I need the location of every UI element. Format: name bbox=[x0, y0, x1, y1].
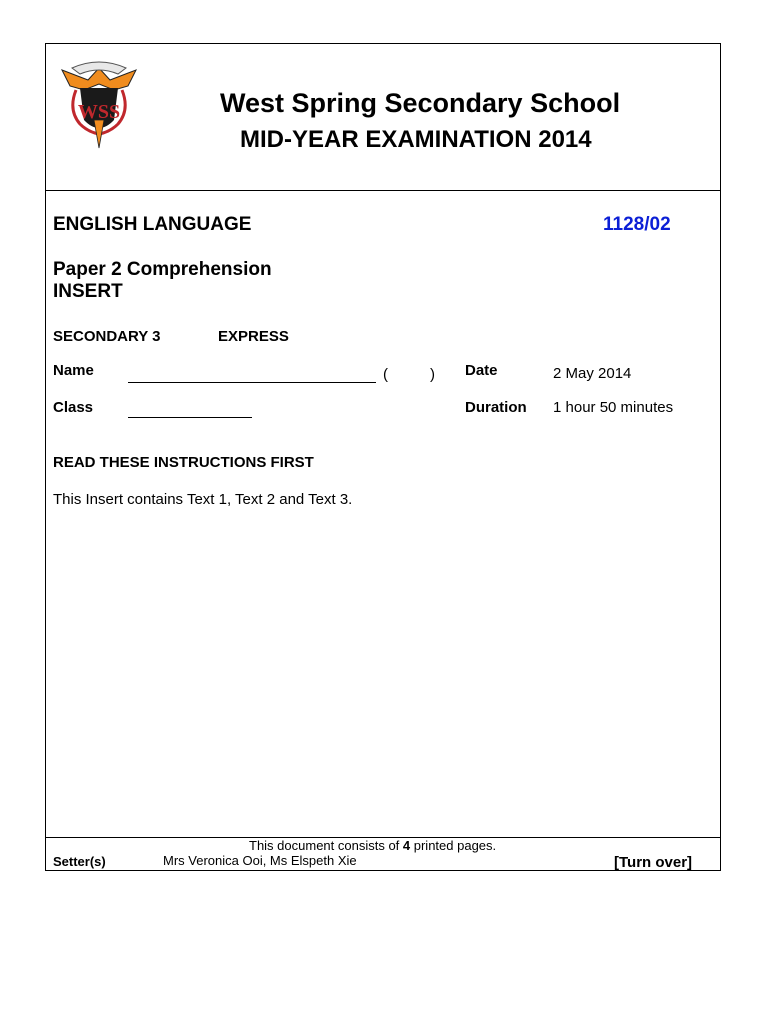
page-count-note bbox=[249, 838, 496, 853]
page-count: 4 bbox=[402, 838, 411, 853]
class-label: Class bbox=[53, 399, 94, 416]
duration-value: 1 hour 50 minutes bbox=[553, 399, 674, 416]
date-value: 2 May 2014 bbox=[553, 365, 632, 382]
page-count-prefix: This document consists of bbox=[249, 838, 403, 853]
instructions-heading: READ THESE INSTRUCTIONS FIRST bbox=[53, 454, 314, 471]
page-count-suffix: printed pages. bbox=[410, 838, 497, 853]
school-name: West Spring Secondary School bbox=[220, 88, 621, 118]
school-crest-icon bbox=[58, 60, 140, 150]
duration-label: Duration bbox=[465, 399, 527, 416]
level-label: SECONDARY 3 bbox=[53, 328, 161, 345]
exam-title: MID-YEAR EXAMINATION 2014 bbox=[240, 126, 592, 153]
instructions-text: This Insert contains Text 1, Text 2 and Text 3. bbox=[53, 491, 353, 508]
index-number-field[interactable] bbox=[392, 382, 428, 383]
subject-title: ENGLISH LANGUAGE bbox=[53, 214, 252, 235]
setter-label: Setter(s) bbox=[53, 854, 106, 869]
turn-over-label: [Turn over] bbox=[614, 854, 693, 871]
paper-title bbox=[53, 259, 272, 303]
paper-title-line2: INSERT bbox=[53, 281, 123, 302]
stream-label: EXPRESS bbox=[218, 328, 289, 345]
index-close-paren: ) bbox=[430, 366, 435, 383]
paper-title-line1: Paper 2 Comprehension bbox=[53, 259, 272, 280]
paper-code: 1128/02 bbox=[603, 214, 671, 235]
class-field-line[interactable] bbox=[128, 417, 252, 418]
date-label: Date bbox=[465, 362, 498, 379]
header-divider bbox=[46, 190, 720, 191]
index-open-paren: ( bbox=[383, 366, 388, 383]
name-field-line[interactable] bbox=[128, 382, 376, 383]
svg-text:WSS: WSS bbox=[77, 101, 121, 123]
setter-names: Mrs Veronica Ooi, Ms Elspeth Xie bbox=[163, 853, 357, 868]
exam-cover-frame bbox=[45, 43, 721, 871]
name-label: Name bbox=[53, 362, 94, 379]
